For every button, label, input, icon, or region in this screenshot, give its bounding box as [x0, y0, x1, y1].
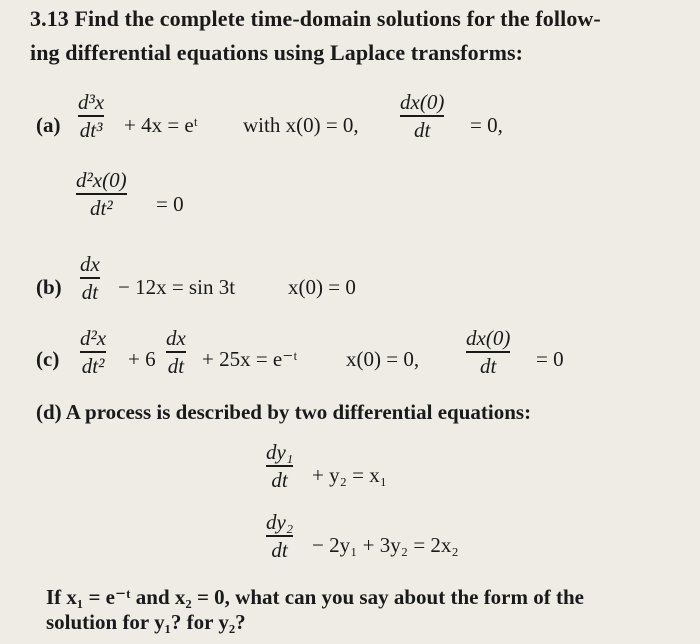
part-c-rhs: + 25x = e⁻ᵗ — [202, 347, 298, 371]
part-d-eq1-rhs: + y₂ = x₁ — [312, 463, 388, 487]
part-a-end: = 0, — [470, 113, 503, 137]
part-d-eq1-numerator: dy₁ — [266, 440, 294, 464]
part-a-with: with x(0) = 0, — [243, 113, 359, 137]
part-a-frac2-denominator: dt — [413, 117, 431, 142]
part-d-eq2-fraction — [266, 510, 293, 562]
part-b-condition: x(0) = 0 — [288, 275, 356, 299]
part-c-end: = 0 — [536, 347, 564, 371]
part-b-fraction — [80, 252, 100, 304]
part-a-end2: = 0 — [156, 192, 184, 216]
part-a-frac2-numerator: dx(0) — [400, 90, 445, 114]
part-a-frac1-denominator: dt³ — [79, 117, 103, 142]
part-a-fraction-1 — [78, 90, 104, 142]
part-c-frac3-numerator: dx(0) — [466, 326, 511, 350]
part-b-label: (b) — [36, 275, 62, 299]
part-d-text: A process is described by two differential equations: — [65, 400, 532, 424]
part-c-frac1-numerator: d²x — [80, 326, 107, 350]
fraction-bar — [400, 115, 444, 117]
part-b-frac-denominator: dt — [81, 279, 99, 304]
fraction-bar — [78, 115, 104, 117]
part-c-label: (c) — [36, 347, 60, 371]
fraction-bar — [76, 193, 127, 195]
part-c-frac2-numerator: dx — [166, 326, 186, 350]
part-c-fraction-2 — [166, 326, 186, 378]
fraction-bar — [80, 277, 100, 279]
part-d-question-line1: If x₁ = e⁻ᵗ and x₂ = 0, what can you say about the form of the — [46, 585, 584, 609]
problem-text-line2: ing differential equations using Laplace transforms: — [30, 40, 524, 65]
part-d-eq2-numerator: dy₂ — [266, 510, 294, 534]
fraction-bar — [166, 351, 186, 353]
part-d-eq1-denominator: dt — [271, 467, 288, 492]
part-d-eq1-fraction — [266, 440, 293, 492]
part-c-condition: x(0) = 0, — [346, 347, 420, 371]
part-c-fraction-1 — [80, 326, 106, 378]
problem-heading-line1 — [30, 6, 601, 32]
part-d-label: (d) — [36, 400, 62, 424]
part-d-eq2-rhs: − 2y₁ + 3y₂ = 2x₂ — [312, 533, 459, 557]
part-d-line — [36, 400, 531, 425]
part-c-frac1-denominator: dt² — [81, 353, 105, 378]
part-c-frac2-denominator: dt — [167, 353, 185, 378]
fraction-bar — [266, 535, 293, 537]
fraction-bar — [80, 351, 106, 353]
part-c-frac3-denominator: dt — [479, 353, 497, 378]
part-a-frac3-numerator: d²x(0) — [76, 168, 127, 192]
problem-text-line1: Find the complete time-domain solutions for the follow- — [74, 6, 601, 31]
part-d-question-line2: solution for y₁? for y₂? — [46, 610, 246, 634]
part-a-fraction-3 — [76, 168, 127, 220]
part-b-rhs: − 12x = sin 3t — [118, 275, 236, 299]
part-a-frac3-denominator: dt² — [89, 195, 113, 220]
part-b-frac-numerator: dx — [80, 252, 100, 276]
part-c-plus6: + 6 — [128, 347, 156, 371]
part-a-frac1-numerator: d³x — [78, 90, 105, 114]
part-c-fraction-3 — [466, 326, 510, 378]
part-d-eq2-denominator: dt — [271, 537, 288, 562]
problem-number: 3.13 — [30, 6, 69, 31]
part-a-middle: + 4x = eᵗ — [124, 113, 198, 137]
part-a-fraction-2 — [400, 90, 444, 142]
fraction-bar — [266, 465, 293, 467]
fraction-bar — [466, 351, 510, 353]
part-a-label: (a) — [36, 113, 61, 137]
